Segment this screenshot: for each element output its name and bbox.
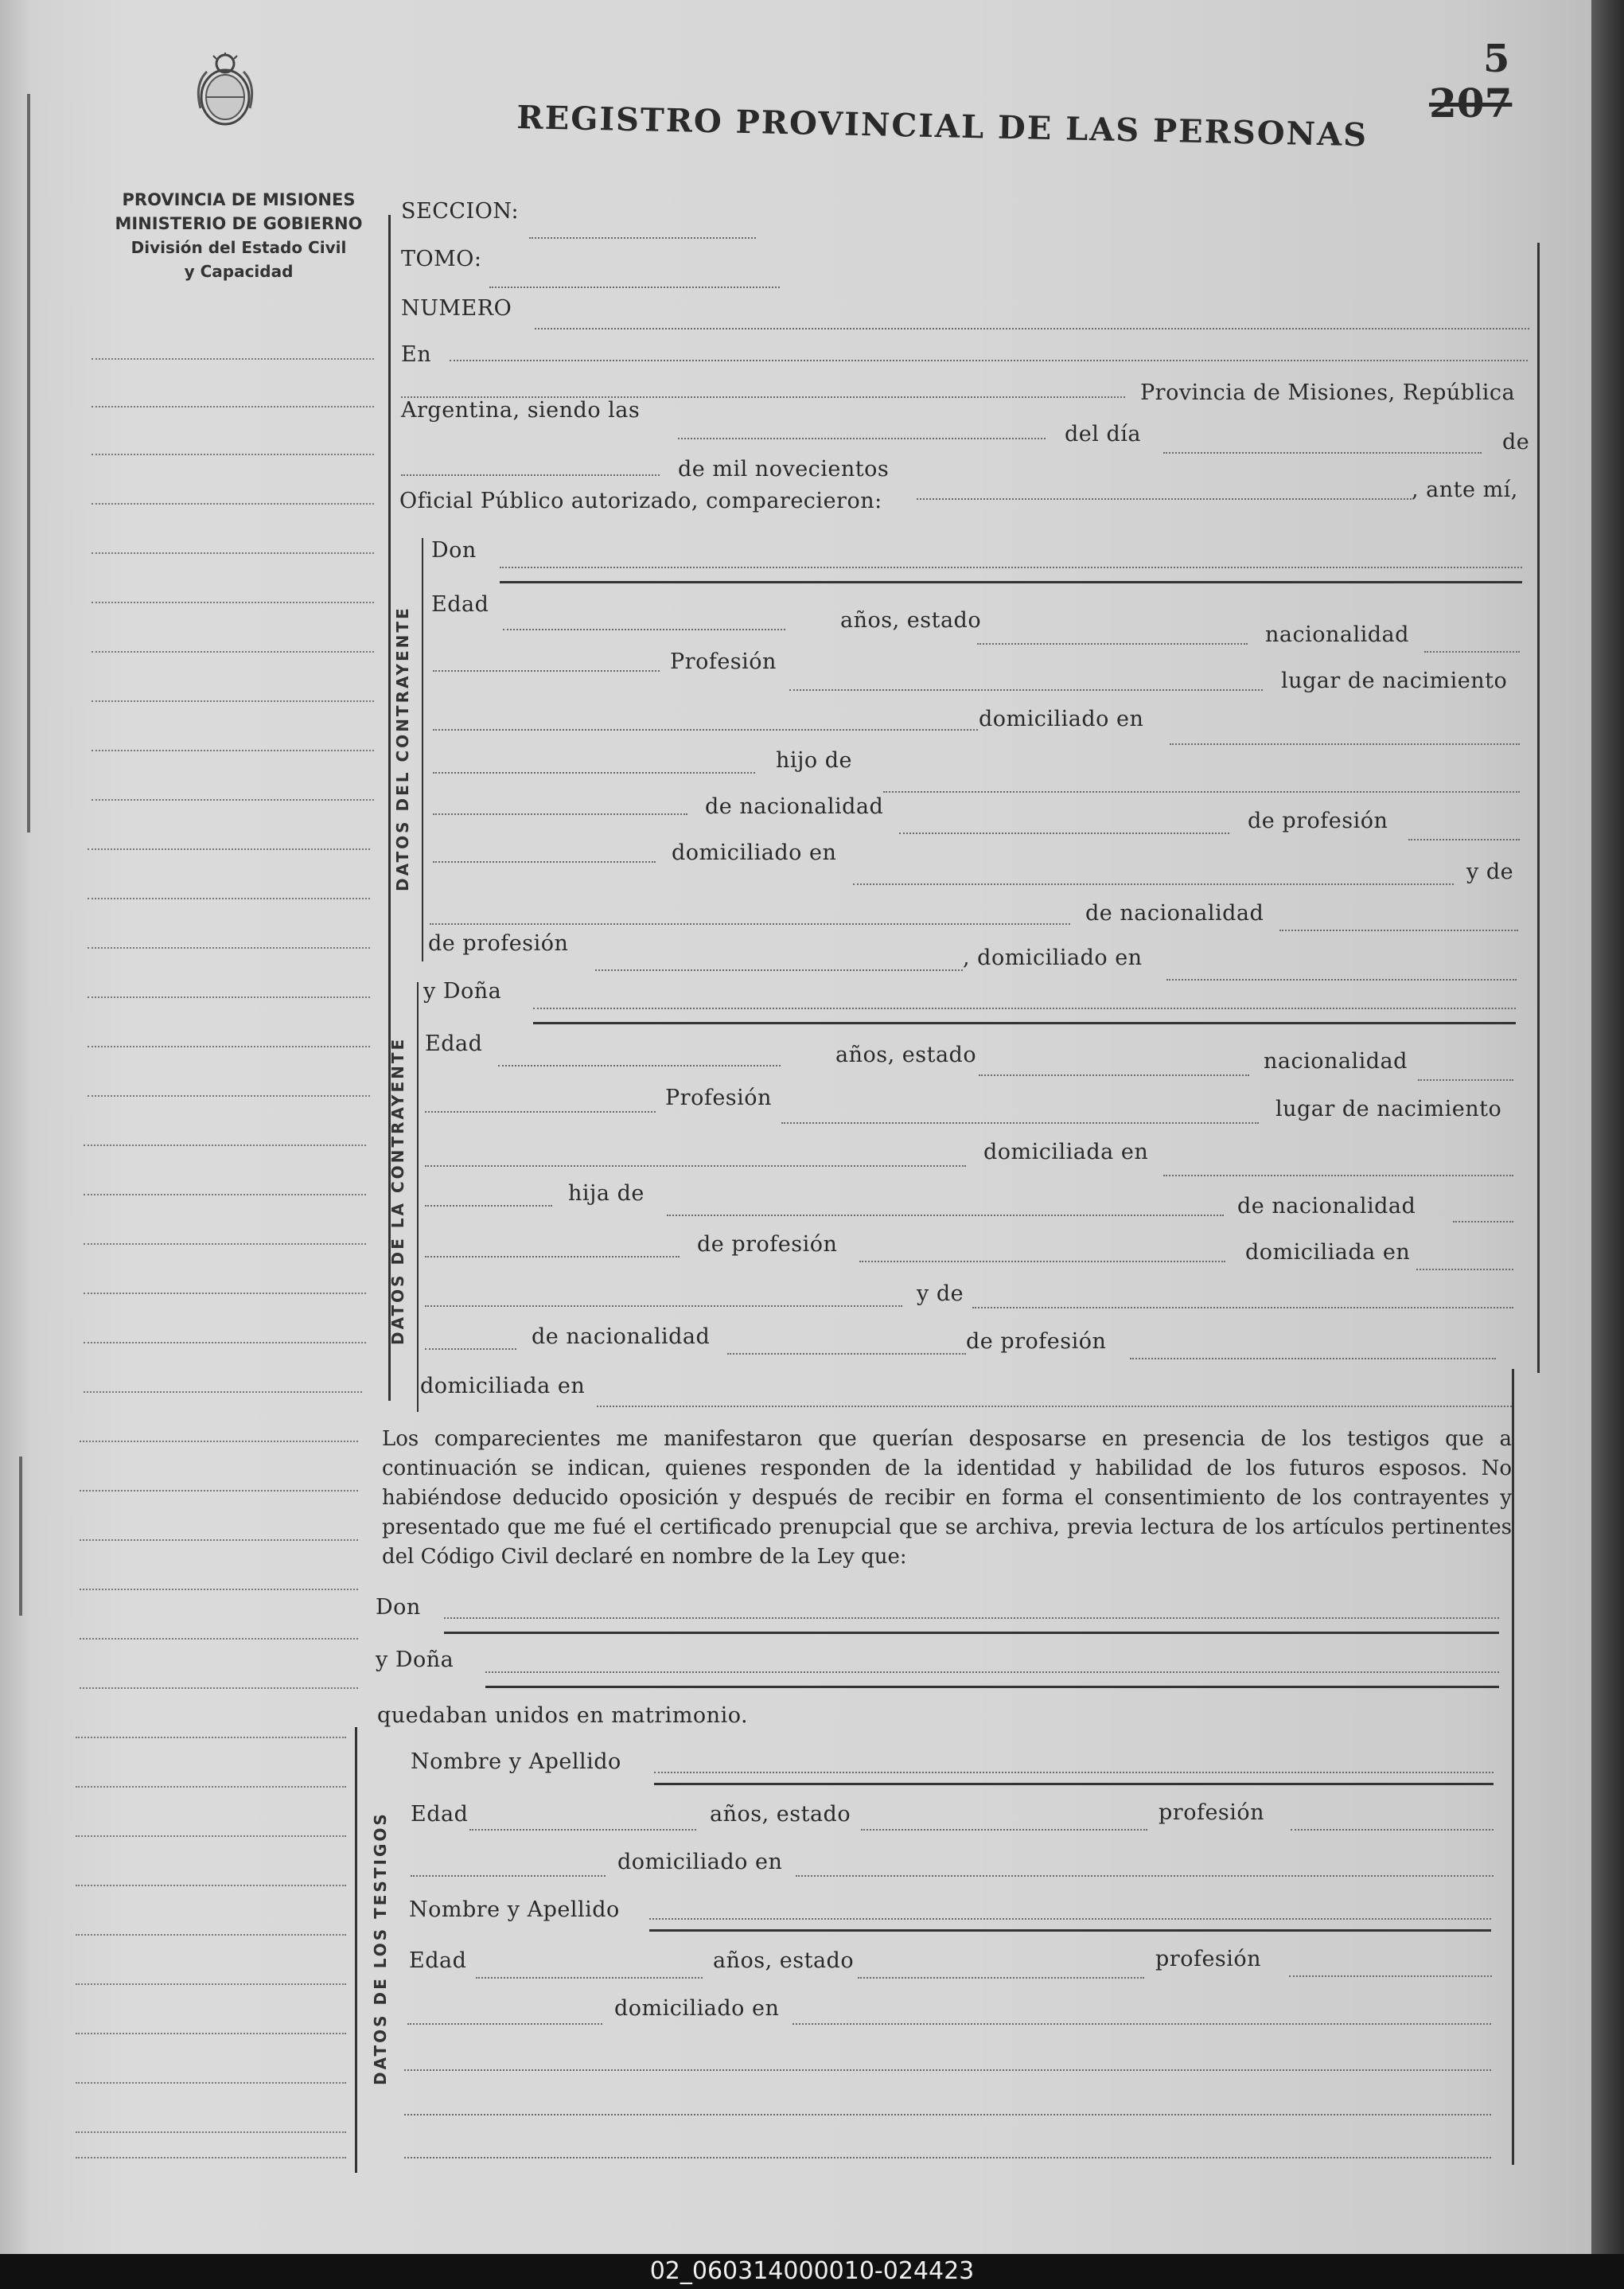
bride-section-rule bbox=[417, 982, 419, 1412]
w2-domicilio-pre-field[interactable] bbox=[407, 2023, 602, 2025]
groom-father-prof-field[interactable] bbox=[1408, 839, 1520, 840]
groom-mother-nac-field[interactable] bbox=[1279, 930, 1518, 931]
margin-line bbox=[76, 1885, 346, 1886]
de-nacionalidad-label: de nacionalidad bbox=[705, 794, 884, 819]
domiciliado-en-label-2: domiciliado en bbox=[672, 840, 837, 865]
bride-anos-estado-label: años, estado bbox=[835, 1043, 977, 1067]
bride-de-nacionalidad-label-2: de nacionalidad bbox=[532, 1324, 711, 1349]
margin-line bbox=[92, 799, 374, 801]
profesion-label: Profesión bbox=[670, 649, 777, 674]
hora-field[interactable] bbox=[678, 438, 1046, 439]
de-text: de bbox=[1502, 430, 1530, 454]
groom-mother-dom-field[interactable] bbox=[1166, 979, 1517, 981]
margin-line bbox=[76, 2082, 346, 2084]
right-border bbox=[1537, 243, 1540, 1373]
bride-y-de-label: y de bbox=[917, 1281, 964, 1306]
bride-nacionalidad-field[interactable] bbox=[1418, 1079, 1513, 1081]
bride-profesion-label: Profesión bbox=[665, 1086, 772, 1110]
margin-line bbox=[76, 2157, 346, 2158]
w2-domicilio-field[interactable] bbox=[793, 2023, 1491, 2025]
groom-mother-prof-field[interactable] bbox=[595, 969, 963, 971]
margin-line bbox=[76, 1835, 346, 1837]
bride-mother-prof-field[interactable] bbox=[1130, 1358, 1496, 1359]
ano-field[interactable] bbox=[917, 498, 1412, 500]
bride-nac-cont-field[interactable] bbox=[425, 1111, 656, 1113]
seccion-label: SECCION: bbox=[401, 199, 520, 224]
bride-edad-field[interactable] bbox=[498, 1065, 781, 1067]
mil-novecientos-text: de mil novecientos bbox=[678, 457, 890, 482]
lugar-nacimiento-label: lugar de nacimiento bbox=[1281, 669, 1508, 693]
margin-line bbox=[84, 1391, 362, 1393]
w1-nombre-field[interactable] bbox=[654, 1772, 1494, 1773]
groom-estado-field[interactable] bbox=[977, 643, 1248, 645]
decl-dona-rule bbox=[485, 1686, 1499, 1688]
margin-line bbox=[76, 1786, 346, 1788]
groom-domicilio-field[interactable] bbox=[1170, 743, 1520, 745]
w1-domicilio-field[interactable] bbox=[796, 1875, 1494, 1877]
numero-label: NUMERO bbox=[401, 296, 512, 321]
margin-line bbox=[84, 1342, 366, 1343]
groom-mother-field[interactable] bbox=[430, 923, 1070, 925]
bride-father-dom-cont-field[interactable] bbox=[425, 1305, 902, 1307]
de-profesion-label-2: de profesión bbox=[428, 931, 569, 956]
margin-line bbox=[80, 1589, 358, 1590]
coat-of-arms-icon bbox=[193, 53, 258, 129]
oficial-text: Oficial Público autorizado, comparecieron: bbox=[399, 489, 882, 513]
right-border-lower bbox=[1512, 1369, 1514, 2165]
groom-edad-field[interactable] bbox=[503, 629, 785, 630]
margin-line bbox=[76, 2131, 346, 2133]
margin-line bbox=[84, 1293, 366, 1294]
w1-profesion-label: profesión bbox=[1159, 1800, 1265, 1825]
anos-estado-label: años, estado bbox=[840, 608, 982, 633]
authority-block bbox=[95, 188, 382, 283]
groom-father-dom-field[interactable] bbox=[853, 883, 1454, 885]
bride-name-rule bbox=[533, 1022, 1516, 1024]
unidos-text: quedaban unidos en matrimonio. bbox=[377, 1703, 749, 1728]
decl-dona-field[interactable] bbox=[485, 1671, 1499, 1673]
en-label: En bbox=[401, 342, 432, 367]
decl-don-label: Don bbox=[376, 1595, 421, 1620]
margin-line bbox=[84, 1194, 366, 1195]
margin-line bbox=[92, 651, 374, 653]
seccion-field[interactable] bbox=[529, 237, 756, 239]
bride-father-nac-cont-field[interactable] bbox=[425, 1256, 680, 1258]
margin-line bbox=[88, 947, 370, 949]
groom-lugar-field[interactable] bbox=[433, 729, 978, 731]
groom-name-rule bbox=[500, 581, 1522, 583]
numero-field[interactable] bbox=[535, 328, 1529, 330]
w2-nombre-field[interactable] bbox=[649, 1918, 1491, 1920]
groom-domicilio-cont-field[interactable] bbox=[433, 772, 755, 774]
extra-line-2[interactable] bbox=[404, 2114, 1491, 2115]
groom-side-label: DATOS DEL CONTRAYENTE bbox=[393, 606, 412, 891]
domiciliada-label: domiciliada en bbox=[983, 1140, 1149, 1164]
authority-capacity: y Capacidad bbox=[184, 262, 294, 281]
w2-edad-label: Edad bbox=[409, 1948, 467, 1973]
w1-domiciliado-label: domiciliado en bbox=[617, 1850, 783, 1874]
margin-line bbox=[76, 1983, 346, 1985]
hijo-de-label: hijo de bbox=[776, 748, 852, 773]
nacionalidad-label: nacionalidad bbox=[1265, 622, 1409, 647]
bride-de-nacionalidad-label: de nacionalidad bbox=[1237, 1194, 1416, 1219]
margin-line bbox=[92, 750, 374, 751]
w1-domicilio-pre-field[interactable] bbox=[411, 1875, 606, 1877]
tomo-field[interactable] bbox=[489, 287, 780, 288]
edad-label: Edad bbox=[431, 592, 489, 617]
extra-line-1[interactable] bbox=[404, 2069, 1491, 2071]
margin-line bbox=[92, 602, 374, 603]
authority-division: División del Estado Civil bbox=[130, 238, 347, 257]
mes-field[interactable] bbox=[401, 474, 660, 476]
margin-line bbox=[76, 2033, 346, 2034]
y-de-label: y de bbox=[1466, 860, 1514, 884]
page-title: REGISTRO PROVINCIAL DE LAS PERSONAS bbox=[516, 99, 1369, 154]
w2-profesion-field[interactable] bbox=[1289, 1975, 1492, 1977]
hija-de-label: hija de bbox=[568, 1181, 645, 1206]
margin-line bbox=[84, 1144, 366, 1146]
bride-name-field[interactable] bbox=[533, 1008, 1516, 1009]
margin-line bbox=[80, 1687, 358, 1689]
groom-section-rule bbox=[422, 538, 423, 961]
groom-name-field[interactable] bbox=[500, 567, 1522, 568]
bride-lugar-field[interactable] bbox=[425, 1165, 966, 1167]
bride-mother-dom-field[interactable] bbox=[597, 1406, 1512, 1407]
don-label: Don bbox=[431, 538, 477, 563]
groom-nac-cont-field[interactable] bbox=[433, 670, 660, 672]
margin-line bbox=[92, 700, 374, 702]
w2-estado-field[interactable] bbox=[858, 1977, 1144, 1979]
tomo-label: TOMO: bbox=[401, 247, 482, 271]
margin-line bbox=[88, 1095, 370, 1097]
bride-lugar-nacimiento-label: lugar de nacimiento bbox=[1275, 1097, 1502, 1121]
y-dona-label: y Doña bbox=[423, 979, 502, 1004]
del-dia-text: del día bbox=[1065, 422, 1141, 446]
crossed-page-number: 207 bbox=[1429, 80, 1513, 127]
bride-domiciliada-label-3: domiciliada en bbox=[420, 1374, 586, 1398]
groom-father-field[interactable] bbox=[883, 791, 1520, 793]
w1-nombre-rule bbox=[654, 1783, 1494, 1785]
provincia-text: Provincia de Misiones, República bbox=[1140, 380, 1516, 405]
w2-profesion-label: profesión bbox=[1155, 1947, 1262, 1971]
en-field[interactable] bbox=[450, 360, 1528, 361]
margin-line bbox=[80, 1441, 358, 1442]
margin-line bbox=[88, 898, 370, 899]
bride-father-nac-field[interactable] bbox=[1453, 1221, 1513, 1222]
dia-field[interactable] bbox=[1163, 452, 1482, 454]
w2-nombre-rule bbox=[649, 1929, 1491, 1932]
authority-ministry: MINISTERIO DE GOBIERNO bbox=[115, 214, 363, 233]
groom-nacionalidad-field[interactable] bbox=[1424, 651, 1520, 653]
bride-domiciliada-label-2: domiciliada en bbox=[1245, 1240, 1411, 1265]
authority-province: PROVINCIA DE MISIONES bbox=[122, 190, 356, 209]
ante-mi-text: , ante mí, bbox=[1412, 478, 1518, 502]
binding-rod bbox=[27, 94, 30, 833]
margin-line bbox=[92, 454, 374, 455]
decl-don-field[interactable] bbox=[444, 1617, 1499, 1619]
binding-rod-lower bbox=[19, 1456, 22, 1616]
w2-anos-estado-label: años, estado bbox=[713, 1948, 855, 1973]
w1-estado-field[interactable] bbox=[861, 1829, 1147, 1831]
margin-line bbox=[92, 552, 374, 554]
bride-profesion-field[interactable] bbox=[781, 1122, 1259, 1124]
bride-edad-label: Edad bbox=[425, 1031, 483, 1056]
w2-domiciliado-label: domiciliado en bbox=[614, 1996, 780, 2021]
margin-line bbox=[80, 1638, 358, 1640]
margin-line bbox=[88, 848, 370, 850]
declaration-paragraph: Los comparecientes me manifestaron que querían desposarse en presencia de los testigos que a continuación se indican, quienes responden de la identidad y habilidad de los futuros esposos. No habiéndose deducido oposición y después de recibir en forma el consentimiento de los contrayentes y presentado que me fué el certificado prenupcial que se archiva, previa lectura de los artículos pertinentes del Código Civil declaré en nombre de la Ley que: bbox=[382, 1427, 1512, 1569]
bride-father-dom-field[interactable] bbox=[1416, 1269, 1513, 1270]
margin-line bbox=[88, 1046, 370, 1047]
groom-father-cont-field[interactable] bbox=[433, 813, 687, 815]
margin-line bbox=[76, 1934, 346, 1936]
bride-nacionalidad-label: nacionalidad bbox=[1264, 1049, 1408, 1074]
witnesses-side-label: DATOS DE LOS TESTIGOS bbox=[371, 1811, 390, 2085]
groom-father-prof-cont-field[interactable] bbox=[433, 861, 656, 863]
margin-line bbox=[92, 503, 374, 505]
domiciliado-label: domiciliado en bbox=[979, 707, 1144, 731]
w1-edad-field[interactable] bbox=[469, 1829, 696, 1831]
bride-de-profesion-label-2: de profesión bbox=[966, 1329, 1107, 1354]
bride-father-prof-field[interactable] bbox=[859, 1261, 1225, 1262]
bride-father-field[interactable] bbox=[667, 1215, 1224, 1216]
bride-mother-field[interactable] bbox=[972, 1307, 1513, 1308]
book-edge bbox=[1591, 0, 1624, 2289]
decl-don-rule bbox=[444, 1632, 1499, 1634]
margin-line bbox=[76, 1737, 346, 1738]
margin-line bbox=[80, 1490, 358, 1492]
w2-edad-field[interactable] bbox=[476, 1977, 703, 1979]
image-code-footer: 02_060314000010-024423 bbox=[0, 2254, 1624, 2289]
domiciliado-en-label-3: , domiciliado en bbox=[963, 946, 1143, 970]
page-number: 5 bbox=[1483, 37, 1510, 81]
margin-line bbox=[92, 358, 374, 360]
bride-de-profesion-label: de profesión bbox=[697, 1232, 838, 1257]
margin-line bbox=[92, 406, 374, 407]
bride-estado-field[interactable] bbox=[979, 1074, 1249, 1076]
bride-mother-nac-field[interactable] bbox=[727, 1353, 966, 1355]
margin-line bbox=[80, 1539, 358, 1541]
bride-side-label: DATOS DE LA CONTRAYENTE bbox=[388, 1036, 407, 1345]
extra-line-3[interactable] bbox=[404, 2157, 1491, 2158]
margin-line bbox=[88, 996, 370, 998]
bride-domicilio-field[interactable] bbox=[1163, 1175, 1513, 1176]
de-profesion-label: de profesión bbox=[1248, 809, 1388, 833]
argentina-siendo-text: Argentina, siendo las bbox=[401, 398, 641, 423]
bride-mother-cont-field[interactable] bbox=[425, 1348, 516, 1350]
decl-dona-label: y Doña bbox=[376, 1648, 454, 1672]
margin-line bbox=[84, 1243, 366, 1245]
de-nacionalidad-label-2: de nacionalidad bbox=[1085, 901, 1264, 926]
w1-nombre-label: Nombre y Apellido bbox=[411, 1749, 621, 1774]
w1-anos-estado-label: años, estado bbox=[710, 1802, 851, 1827]
w2-nombre-label: Nombre y Apellido bbox=[409, 1897, 620, 1922]
groom-profesion-field[interactable] bbox=[789, 689, 1263, 691]
w1-edad-label: Edad bbox=[411, 1802, 469, 1827]
groom-father-nac-field[interactable] bbox=[899, 833, 1229, 834]
bride-domicilio-cont-field[interactable] bbox=[425, 1205, 552, 1207]
lower-divider bbox=[355, 1727, 357, 2173]
w1-profesion-field[interactable] bbox=[1291, 1829, 1494, 1831]
